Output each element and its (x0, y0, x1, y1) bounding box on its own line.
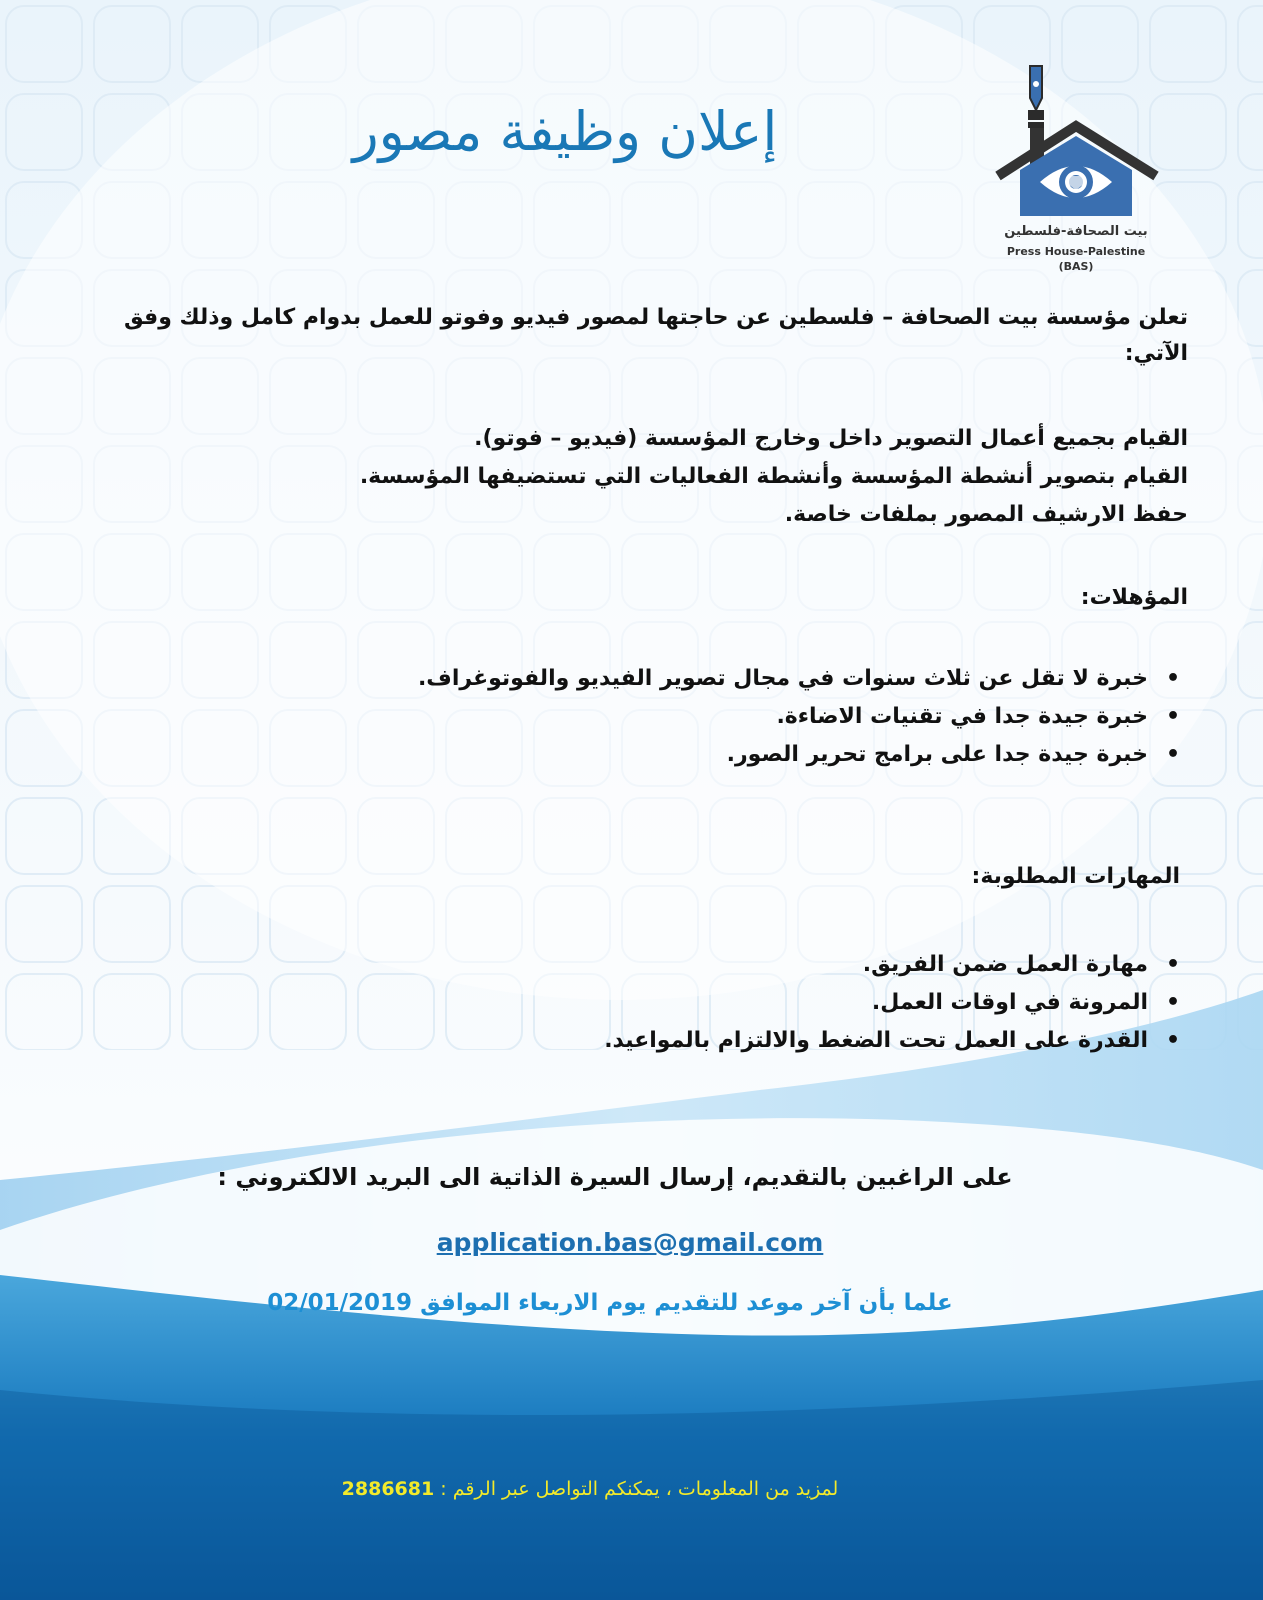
skills-list (300, 946, 1188, 1060)
logo-name-english: Press House-Palestine (1006, 245, 1146, 258)
skill-item: • القدرة على العمل تحت الضغط والالتزام بالمواعيد. (300, 1022, 1188, 1060)
duty-item: القيام بتصوير أنشطة المؤسسة وأنشطة الفعاليات التي تستضيفها المؤسسة. (359, 464, 1188, 489)
qualification-item: • خبرة لا تقل عن ثلاث سنوات في مجال تصوير الفيديو والفوتوغراف. (300, 660, 1188, 698)
apply-instructions: على الراغبين بالتقديم، إرسال السيرة الذاتية الى البريد الالكتروني : (217, 1163, 1013, 1191)
qualifications-heading: المؤهلات: (1080, 585, 1188, 610)
skill-item: • مهارة العمل ضمن الفريق. (300, 946, 1188, 984)
contact-number: 2886681 (341, 1478, 435, 1500)
deadline-note (230, 1290, 990, 1316)
deadline-text: علما بأن آخر موعد للتقديم يوم الاربعاء الموافق (420, 1290, 953, 1316)
intro-paragraph: تعلن مؤسسة بيت الصحافة – فلسطين عن حاجتها لمصور فيديو وفوتو للعمل بدوام كامل وذلك وفق الآتي: (123, 305, 1188, 366)
deadline-date: 02/01/2019 (267, 1290, 413, 1316)
logo-name-arabic: بيت الصحافة-فلسطين (1004, 224, 1148, 239)
duty-item: القيام بجميع أعمال التصوير داخل وخارج المؤسسة (فيديو – فوتو). (474, 426, 1188, 451)
qualification-item: • خبرة جيدة جدا في تقنيات الاضاءة. (300, 698, 1188, 736)
skill-item: • المرونة في اوقات العمل. (300, 984, 1188, 1022)
duty-item: حفظ الارشيف المصور بملفات خاصة. (784, 502, 1188, 527)
press-house-logo (990, 58, 1190, 278)
page-title: إعلان وظيفة مصور (352, 100, 778, 163)
contact-text: لمزيد من المعلومات ، يمكنكم التواصل عبر الرقم : (440, 1478, 839, 1500)
contact-note (280, 1478, 900, 1500)
email-link[interactable]: application.bas@gmail.com (436, 1228, 824, 1257)
duties-list (110, 420, 1188, 534)
skills-heading: المهارات المطلوبة: (971, 864, 1180, 889)
logo-abbreviation: (BAS) (1058, 260, 1094, 273)
pen-nib-icon (1028, 66, 1044, 128)
qualifications-list (300, 660, 1188, 774)
qualification-item: • خبرة جيدة جدا على برامج تحرير الصور. (300, 736, 1188, 774)
